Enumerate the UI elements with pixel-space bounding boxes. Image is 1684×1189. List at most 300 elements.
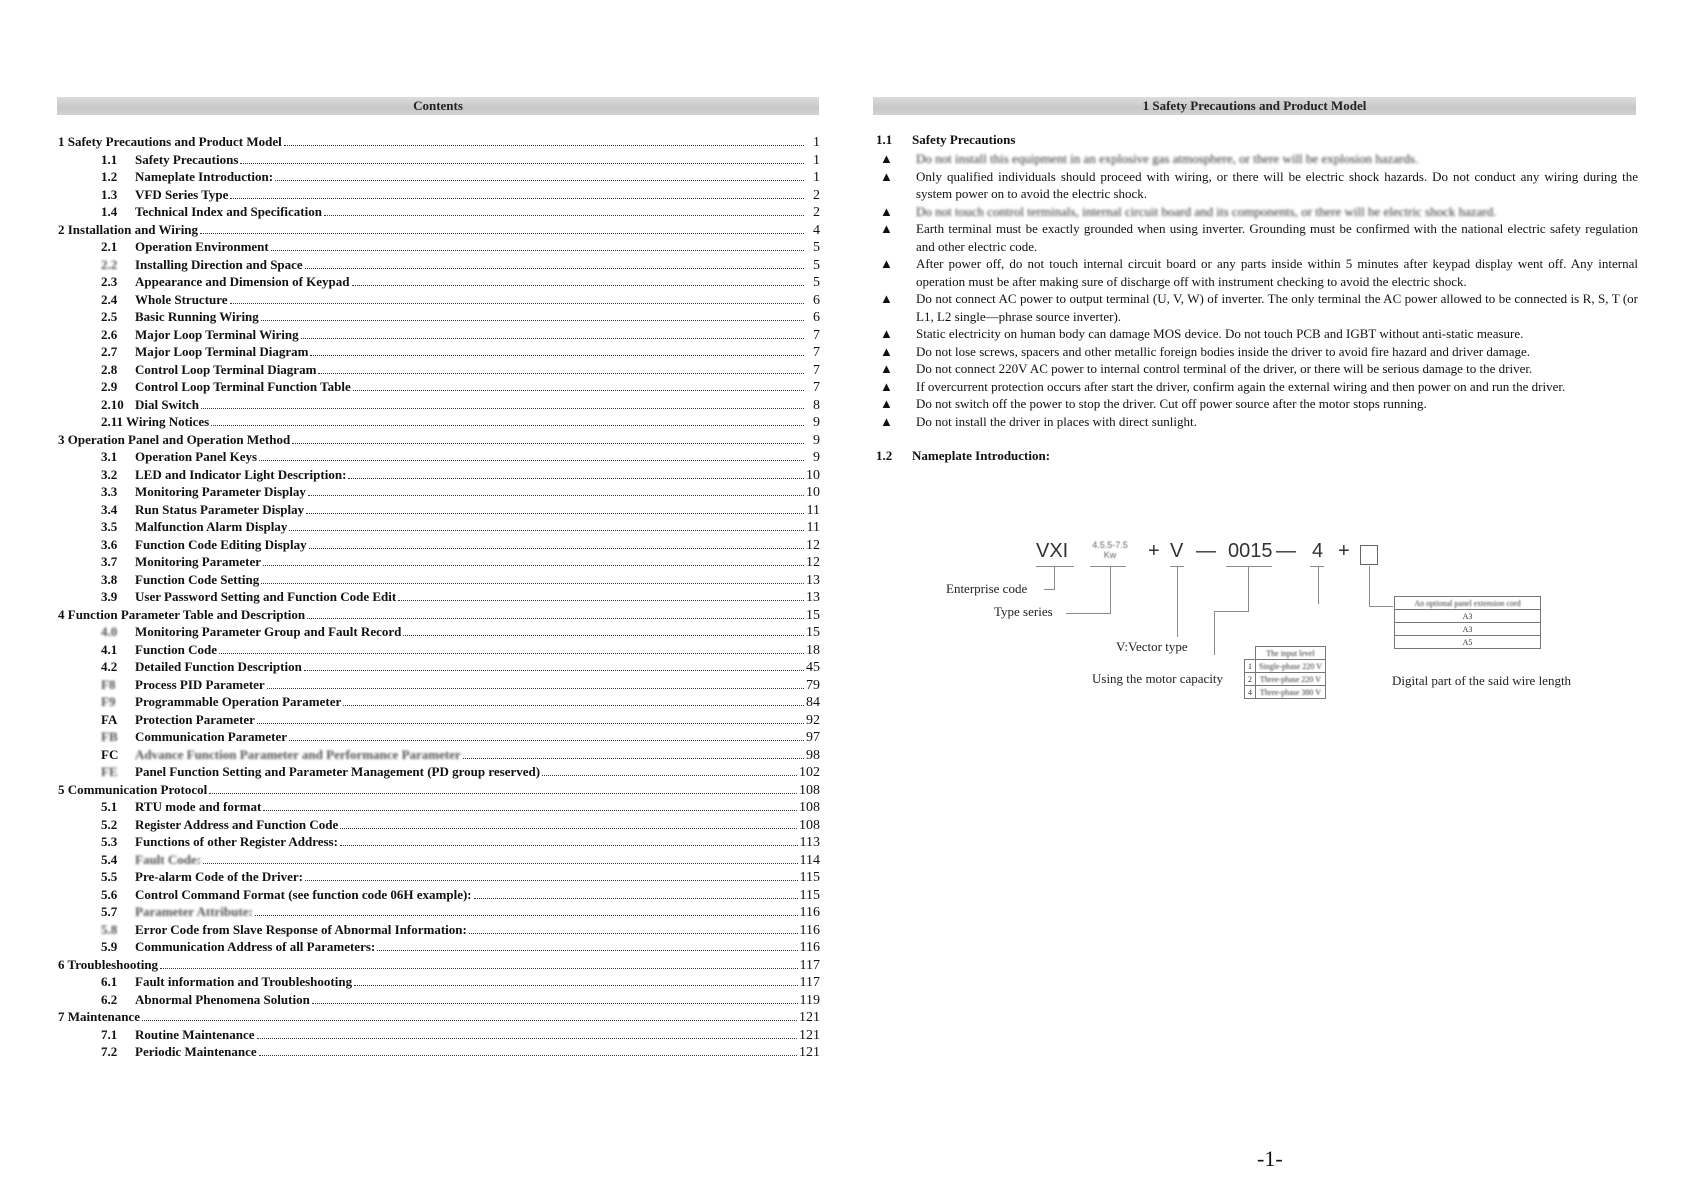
safety-bullet-text: After power off, do not touch internal circuit board or any parts inside within 5 minutes after keypad display went off. Any internal operation must be after making sure of discharge off with instrument checking to avoid the electric shock. <box>916 256 1638 289</box>
toc-entry-number: 4.1 <box>101 641 118 657</box>
toc-entry-title: Periodic Maintenance <box>135 1044 257 1059</box>
toc-entry-title: 5 Communication Protocol <box>58 781 208 797</box>
toc-entry[interactable] <box>58 257 820 275</box>
toc-entry-number: 6.2 <box>101 991 118 1007</box>
toc-page-number: 1 <box>813 152 820 168</box>
toc-entry-title: Malfunction Alarm Display <box>135 519 288 534</box>
toc-entry[interactable] <box>58 852 820 870</box>
toc-page-number: 5 <box>813 240 820 255</box>
toc-entry[interactable] <box>58 834 820 852</box>
toc-entry-number: 3.5 <box>101 519 118 534</box>
toc-entry[interactable] <box>58 449 820 467</box>
toc-entry-number: 3.9 <box>101 589 118 604</box>
toc-entry-title: Detailed Function Description <box>135 659 302 674</box>
toc-leader-dots <box>398 600 804 601</box>
toc-page-number: 10 <box>806 485 820 500</box>
toc-entry[interactable] <box>58 187 820 205</box>
toc-leader-dots <box>308 495 804 496</box>
toc-leader-dots <box>289 740 804 741</box>
toc-entry-title: Safety Precautions <box>135 151 239 167</box>
label-wire-length: Digital part of the said wire length <box>1392 673 1572 688</box>
toc-entry-number: 2.8 <box>101 361 118 377</box>
warning-triangle-icon: ▲ <box>880 396 893 411</box>
warning-triangle-icon: ▲ <box>880 343 893 359</box>
toc-page-number: 113 <box>799 835 820 850</box>
toc-entry-number: 5.2 <box>101 816 118 832</box>
toc-page-number: 7 <box>813 362 820 378</box>
input-voltage-table <box>1244 646 1326 699</box>
voltage-code: 1 <box>1245 660 1256 673</box>
warning-triangle-icon: ▲ <box>880 168 893 184</box>
toc-page-number: 117 <box>799 957 820 973</box>
toc-entry-number: 4.2 <box>101 659 118 674</box>
toc-leader-dots <box>312 1003 798 1004</box>
toc-page-number: 7 <box>813 327 820 343</box>
toc-entry-number: 6.1 <box>101 974 118 989</box>
toc-leader-dots <box>209 793 797 794</box>
toc-page-number: 108 <box>799 800 820 815</box>
toc-entry-number: 3.6 <box>101 536 118 552</box>
toc-leader-dots <box>284 145 804 146</box>
wire-option: A5 <box>1395 636 1541 649</box>
toc-page-number: 116 <box>799 922 820 938</box>
toc-entry-title: Monitoring Parameter Group and Fault Record <box>135 624 402 639</box>
toc-leader-dots <box>292 443 804 444</box>
toc-page-number: 12 <box>806 555 820 570</box>
toc-entry-number: 4.0 <box>101 624 118 639</box>
toc-entry[interactable] <box>58 1044 820 1062</box>
toc-page-number: 84 <box>806 695 820 710</box>
toc-entry[interactable] <box>58 554 820 572</box>
toc-entry-number: 5.8 <box>101 921 118 937</box>
toc-entry-title: VFD Series Type <box>135 186 229 202</box>
safety-bullet-text: Do not connect AC power to output terminal (U, V, W) of inverter. The only terminal the AC power allowed to be connected is R, S, T (or L1, L2 single—phrase source inverter). <box>916 291 1638 324</box>
toc-page-number: 79 <box>806 677 820 693</box>
toc-leader-dots <box>343 705 804 706</box>
safety-bullet-text: Do not switch off the power to stop the driver. Cut off power source after the motor stops running. <box>916 396 1427 411</box>
toc-entry[interactable] <box>58 309 820 327</box>
toc-entry-title: Operation Panel Keys <box>135 449 258 464</box>
toc-page-number: 2 <box>813 187 820 203</box>
toc-entry[interactable] <box>58 642 820 660</box>
label-enterprise-code: Enterprise code <box>946 581 1028 596</box>
toc-entry-title: Basic Running Wiring <box>135 309 259 324</box>
toc-leader-dots <box>200 233 804 234</box>
toc-entry[interactable] <box>58 922 820 940</box>
toc-entry-title: RTU mode and format <box>135 799 262 814</box>
chapter-header: 1 Safety Precautions and Product Model <box>873 97 1636 115</box>
toc-leader-dots <box>219 653 804 654</box>
toc-leader-dots <box>307 618 804 619</box>
toc-leader-dots <box>203 863 797 864</box>
toc-entry[interactable] <box>58 344 820 362</box>
toc-leader-dots <box>305 268 804 269</box>
toc-entry-number: 1.4 <box>101 204 118 219</box>
toc-entry-number: FB <box>101 729 118 744</box>
warning-triangle-icon: ▲ <box>880 361 893 376</box>
voltage-text: Three-phase 380 V <box>1256 686 1326 699</box>
toc-page-number: 45 <box>806 660 820 675</box>
toc-entry-number: 3.4 <box>101 501 118 517</box>
toc-entry-title: Programmable Operation Parameter <box>135 694 342 709</box>
toc-entry[interactable] <box>58 607 820 625</box>
toc-entry[interactable] <box>58 747 820 765</box>
toc-leader-dots <box>261 583 804 584</box>
toc-entry-title: Major Loop Terminal Wiring <box>135 326 299 342</box>
safety-bullet <box>876 255 1638 290</box>
toc-entry-number: F9 <box>101 694 116 709</box>
toc-leader-dots <box>201 408 804 409</box>
toc-page-number: 116 <box>799 905 820 920</box>
toc-entry-title: Monitoring Parameter Display <box>135 484 306 499</box>
toc-page-number: 15 <box>806 607 820 623</box>
toc-page-number: 4 <box>813 222 820 238</box>
safety-bullet-list <box>876 150 1638 430</box>
toc-entry-title: 3 Operation Panel and Operation Method <box>58 431 291 447</box>
toc-page-number: 5 <box>813 275 820 290</box>
wire-option: A3 <box>1395 610 1541 623</box>
toc-entry-number: FE <box>101 764 118 779</box>
toc-page-number: 11 <box>806 502 820 518</box>
toc-leader-dots <box>142 1020 797 1021</box>
toc-page-number: 7 <box>813 345 820 360</box>
toc-leader-dots <box>340 845 798 846</box>
toc-page-number: 6 <box>813 292 820 308</box>
toc-entry-title: User Password Setting and Function Code Edit <box>135 589 397 604</box>
toc-entry-title: Nameplate Introduction: <box>135 169 274 184</box>
toc-entry[interactable] <box>58 414 820 432</box>
toc-entry-title: LED and Indicator Light Description: <box>135 466 347 482</box>
toc-page-number: 98 <box>806 747 820 763</box>
toc-page-number: 121 <box>799 1045 820 1060</box>
voltage-row <box>1245 673 1326 686</box>
toc-leader-dots <box>301 338 804 339</box>
toc-leader-dots <box>230 198 804 199</box>
warning-triangle-icon: ▲ <box>880 378 893 394</box>
wire-row <box>1395 610 1541 623</box>
toc-entry-number: 5.1 <box>101 799 118 814</box>
safety-section <box>876 132 1638 466</box>
toc-entry-title: Functions of other Register Address: <box>135 834 338 849</box>
code-capacity: 0015 <box>1228 540 1273 562</box>
toc-leader-dots <box>318 373 804 374</box>
toc-entry-number: 2.5 <box>101 309 118 324</box>
toc-entry[interactable] <box>58 939 820 957</box>
toc-leader-dots <box>259 1055 797 1056</box>
toc-entry[interactable] <box>58 292 820 310</box>
wire-row <box>1395 623 1541 636</box>
toc-entry-number: 5.7 <box>101 904 118 919</box>
toc-leader-dots <box>257 1038 797 1039</box>
toc-entry-title: Function Code Setting <box>135 571 260 587</box>
toc-entry[interactable] <box>58 589 820 607</box>
toc-entry-number: 3.8 <box>101 571 118 587</box>
voltage-code: 4 <box>1245 686 1256 699</box>
toc-entry-number: F8 <box>101 676 116 692</box>
toc-entry[interactable] <box>58 537 820 555</box>
page-number: -1- <box>1257 1146 1283 1171</box>
toc-leader-dots <box>305 880 798 881</box>
safety-bullet-text: Do not touch control terminals, internal circuit board and its components, or there will be electric shock hazard. <box>916 203 1497 219</box>
safety-bullet-text: Do not lose screws, spacers and other metallic foreign bodies inside the driver to avoid fire hazard and driver damage. <box>916 343 1531 359</box>
toc-entry[interactable] <box>58 974 820 992</box>
toc-entry[interactable] <box>58 362 820 380</box>
toc-entry[interactable] <box>58 467 820 485</box>
toc-entry-number: 1.1 <box>101 151 118 167</box>
toc-entry-title: Control Command Format (see function code 06H example): <box>135 886 472 902</box>
safety-bullet <box>876 413 1638 431</box>
toc-entry-number: 2.10 <box>101 396 124 412</box>
toc-entry[interactable] <box>58 887 820 905</box>
toc-entry[interactable] <box>58 484 820 502</box>
toc-page-number: 97 <box>806 730 820 745</box>
toc-leader-dots <box>306 513 804 514</box>
toc-entry[interactable] <box>58 677 820 695</box>
toc-entry-title: Fault information and Troubleshooting <box>135 974 353 989</box>
toc-entry-title: Operation Environment <box>135 239 269 254</box>
wire-length-box <box>1360 545 1378 565</box>
safety-bullet <box>876 395 1638 413</box>
toc-entry-number: 5.4 <box>101 851 118 867</box>
toc-entry[interactable] <box>58 712 820 730</box>
toc-page-number: 7 <box>813 380 820 395</box>
dash-sign: — <box>1276 540 1296 562</box>
toc-entry[interactable] <box>58 432 820 450</box>
toc-leader-dots <box>469 933 798 934</box>
toc-page-number: 2 <box>813 205 820 220</box>
toc-entry[interactable] <box>58 659 820 677</box>
toc-entry-title: Monitoring Parameter <box>135 554 261 569</box>
wire-row <box>1395 636 1541 649</box>
safety-bullet-text: Do not install this equipment in an explosive gas atmosphere, or there will be explosion hazards. <box>916 151 1419 166</box>
toc-entry[interactable] <box>58 502 820 520</box>
toc-entry[interactable] <box>58 239 820 257</box>
toc-entry-title: Whole Structure <box>135 291 228 307</box>
toc-entry-title: 7 Maintenance <box>58 1009 140 1024</box>
safety-bullet <box>876 203 1638 221</box>
nameplate-diagram <box>876 536 1638 726</box>
toc-page-number: 9 <box>813 432 820 448</box>
toc-entry-title: Communication Parameter <box>135 729 287 744</box>
toc-page-number: 12 <box>806 537 820 553</box>
toc-leader-dots <box>211 425 804 426</box>
power-range-text: 4.5.5-7.5 <box>1092 540 1128 550</box>
warning-triangle-icon: ▲ <box>880 256 893 271</box>
toc-entry-title: Appearance and Dimension of Keypad <box>135 274 350 289</box>
toc-entry-title: 2 Installation and Wiring <box>58 221 199 237</box>
toc-page-number: 10 <box>806 467 820 483</box>
label-vector-type: V:Vector type <box>1116 639 1188 654</box>
label-type-series: Type series <box>994 604 1053 619</box>
toc-entry-title: Function Code <box>135 641 217 657</box>
toc-entry[interactable] <box>58 957 820 975</box>
toc-entry-title: Major Loop Terminal Diagram <box>135 344 309 359</box>
toc-page-number: 108 <box>799 817 820 833</box>
toc-entry-title: Register Address and Function Code <box>135 816 339 832</box>
toc-entry[interactable] <box>58 222 820 240</box>
toc-entry-number: 2.9 <box>101 379 118 394</box>
toc-page-number: 1 <box>813 135 820 150</box>
toc-entry-title: Communication Address of all Parameters: <box>135 939 376 954</box>
section-title: Safety Precautions <box>912 132 1016 147</box>
toc-page-number: 13 <box>806 590 820 605</box>
safety-bullet <box>876 378 1638 396</box>
code-vxi: VXI <box>1036 540 1069 562</box>
toc-entry[interactable] <box>58 729 820 747</box>
toc-entry[interactable] <box>58 992 820 1010</box>
toc-page-number: 115 <box>799 870 820 885</box>
safety-bullet-text: Only qualified individuals should proceed with wiring, or there will be electric shock hazards. Do not conduct any wiring during the system power on to avoid the electric shock. <box>916 168 1638 201</box>
toc-entry-title: 6 Troubleshooting <box>58 956 159 972</box>
toc-entry-number: FA <box>101 711 118 727</box>
toc-page-number: 18 <box>806 642 820 658</box>
toc-entry[interactable] <box>58 1009 820 1027</box>
plus-sign: + <box>1338 540 1350 562</box>
wire-header: An optional panel extension cord <box>1395 597 1541 610</box>
label-motor-capacity: Using the motor capacity <box>1092 671 1224 686</box>
toc-leader-dots <box>230 303 804 304</box>
toc-leader-dots <box>353 390 804 391</box>
toc-entry[interactable] <box>58 519 820 537</box>
toc-entry-title: Pre-alarm Code of the Driver: <box>135 869 303 884</box>
toc-entry[interactable] <box>58 782 820 800</box>
toc-leader-dots <box>160 968 797 969</box>
toc-leader-dots <box>340 828 797 829</box>
toc-entry-title: Process PID Parameter <box>135 676 265 692</box>
section-number: 1.1 <box>876 132 893 147</box>
wire-option-table <box>1394 596 1541 649</box>
toc-leader-dots <box>377 950 797 951</box>
toc-entry[interactable] <box>58 152 820 170</box>
toc-leader-dots <box>352 285 804 286</box>
toc-page-number: 11 <box>806 520 820 535</box>
toc-entry[interactable] <box>58 904 820 922</box>
table-of-contents <box>58 134 820 1062</box>
toc-page-number: 102 <box>799 765 820 780</box>
toc-entry[interactable] <box>58 817 820 835</box>
toc-page-number: 9 <box>813 415 820 430</box>
section-1-2-title <box>876 448 1638 466</box>
power-unit-text: Kw <box>1103 550 1117 560</box>
section-number: 1.2 <box>876 448 893 463</box>
toc-leader-dots <box>255 915 798 916</box>
code-voltage: 4 <box>1312 540 1324 562</box>
toc-leader-dots <box>263 810 797 811</box>
toc-entry[interactable] <box>58 397 820 415</box>
toc-entry[interactable] <box>58 379 820 397</box>
toc-entry[interactable] <box>58 624 820 642</box>
toc-leader-dots <box>304 670 804 671</box>
toc-entry-title: Dial Switch <box>135 396 199 412</box>
safety-bullet <box>876 360 1638 378</box>
section-1-1-title <box>876 132 1638 150</box>
voltage-row <box>1245 660 1326 673</box>
toc-entry[interactable] <box>58 799 820 817</box>
toc-entry[interactable] <box>58 134 820 152</box>
toc-leader-dots <box>261 320 804 321</box>
toc-page-number: 15 <box>806 625 820 640</box>
toc-entry-title: 4 Function Parameter Table and Description <box>58 606 306 622</box>
toc-entry-title: Fault Code: <box>135 851 202 867</box>
toc-entry-number: 1.3 <box>101 186 118 202</box>
toc-leader-dots <box>275 180 804 181</box>
toc-entry-number: 5.3 <box>101 834 118 849</box>
toc-entry-number: 3.2 <box>101 466 118 482</box>
toc-page-number: 8 <box>813 397 820 413</box>
toc-leader-dots <box>267 688 804 689</box>
warning-triangle-icon: ▲ <box>880 203 893 219</box>
toc-leader-dots <box>403 635 804 636</box>
toc-leader-dots <box>542 775 797 776</box>
toc-entry-number: 3.7 <box>101 554 118 569</box>
toc-page-number: 5 <box>813 257 820 273</box>
toc-entry-title: Advance Function Parameter and Performance Parameter <box>135 746 461 762</box>
toc-entry[interactable] <box>58 169 820 187</box>
voltage-code: 2 <box>1245 673 1256 686</box>
toc-entry-number: 2.1 <box>101 239 118 254</box>
toc-entry[interactable] <box>58 327 820 345</box>
toc-entry[interactable] <box>58 1027 820 1045</box>
toc-entry-title: Installing Direction and Space <box>135 256 303 272</box>
toc-page-number: 116 <box>799 940 820 955</box>
warning-triangle-icon: ▲ <box>880 151 893 166</box>
toc-entry[interactable] <box>58 572 820 590</box>
toc-entry[interactable] <box>58 204 820 222</box>
toc-leader-dots <box>257 723 804 724</box>
safety-bullet-text: Static electricity on human body can damage MOS device. Do not touch PCB and IGBT without anti-static measure. <box>916 326 1524 341</box>
safety-bullet-text: Do not install the driver in places with direct sunlight. <box>916 413 1197 429</box>
toc-entry-title: Routine Maintenance <box>135 1026 255 1042</box>
toc-entry-title: Abnormal Phenomena Solution <box>135 991 310 1007</box>
voltage-text: Single-phase 220 V <box>1256 660 1326 673</box>
safety-bullet <box>876 150 1638 168</box>
toc-entry-title: Protection Parameter <box>135 711 255 727</box>
toc-leader-dots <box>240 163 804 164</box>
safety-bullet-text: Do not connect 220V AC power to internal control terminal of the driver, or there will be serious damage to the driver. <box>916 361 1533 376</box>
wire-option: A3 <box>1395 623 1541 636</box>
toc-leader-dots <box>463 758 804 759</box>
warning-triangle-icon: ▲ <box>880 326 893 341</box>
safety-bullet-text: Earth terminal must be exactly grounded when using inverter. Grounding must be confirmed with the national electric safety regulation and other electric code. <box>916 221 1638 254</box>
toc-page-number: 121 <box>799 1010 820 1025</box>
safety-bullet <box>876 343 1638 361</box>
safety-bullet <box>876 325 1638 343</box>
toc-entry[interactable] <box>58 694 820 712</box>
toc-entry-title: Error Code from Slave Response of Abnormal Information: <box>135 921 467 937</box>
safety-bullet <box>876 168 1638 203</box>
toc-entry-title: Run Status Parameter Display <box>135 501 305 517</box>
toc-page-number: 119 <box>799 992 820 1008</box>
toc-leader-dots <box>289 530 804 531</box>
toc-entry[interactable] <box>58 274 820 292</box>
toc-entry-number: 1.2 <box>101 169 118 184</box>
toc-page-number: 114 <box>799 852 820 868</box>
toc-leader-dots <box>474 898 798 899</box>
toc-page-number: 9 <box>813 450 820 465</box>
toc-leader-dots <box>271 250 804 251</box>
toc-entry[interactable] <box>58 764 820 782</box>
toc-entry-title: Control Loop Terminal Diagram <box>135 361 317 377</box>
toc-entry-title: Parameter Attribute: <box>135 904 253 919</box>
toc-leader-dots <box>259 460 804 461</box>
toc-entry-number: 5.9 <box>101 939 118 954</box>
toc-entry-number: 7.2 <box>101 1044 118 1059</box>
toc-entry[interactable] <box>58 869 820 887</box>
warning-triangle-icon: ▲ <box>880 221 893 236</box>
toc-entry-number: 2.6 <box>101 326 118 342</box>
toc-page-number: 117 <box>799 975 820 990</box>
voltage-header: The input level <box>1256 647 1326 660</box>
